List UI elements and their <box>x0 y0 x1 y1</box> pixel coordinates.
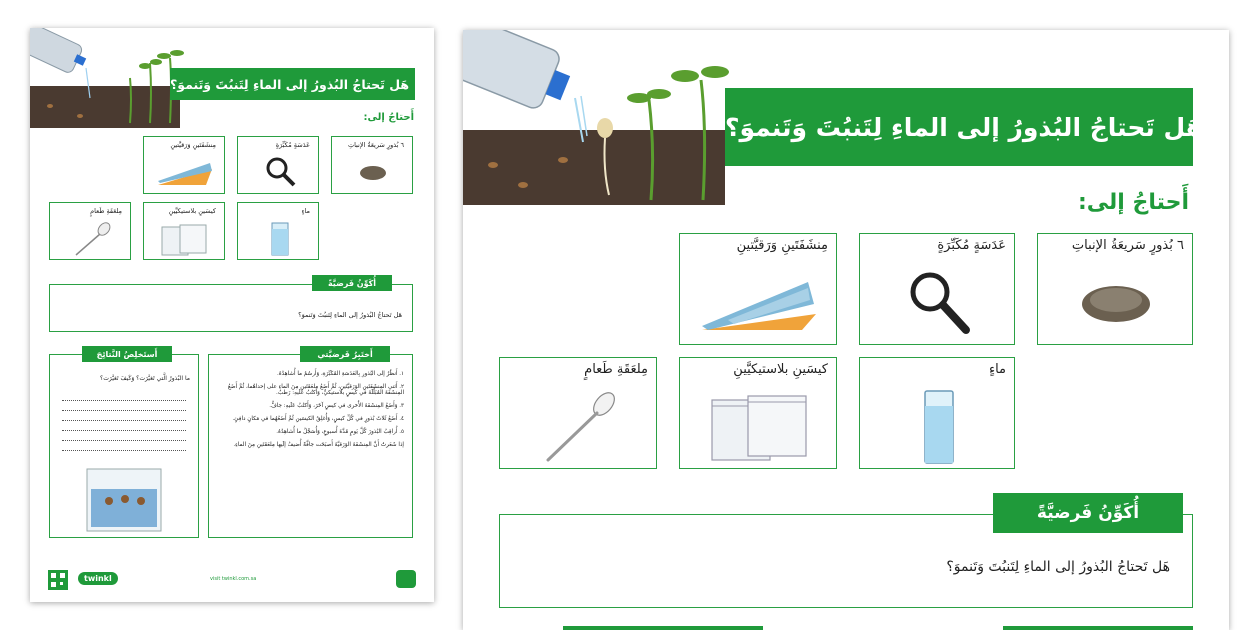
material-card-paper-towels: مِنشَفَتَينِ وَرَقيَّتينِ <box>679 233 837 345</box>
small-material-card: مِنشَفَتَينِ وَرَقيَّتينِ <box>143 136 225 194</box>
small-steps-list <box>216 371 404 448</box>
magnifying-glass-icon <box>264 155 298 189</box>
answer-line[interactable] <box>62 431 186 441</box>
footer-badge <box>396 570 416 588</box>
magnifying-glass-icon <box>906 268 972 338</box>
step-item: ٣. وَأَضَعُ المِنشَفَةَ الأُخرى في كيسٍ آخَرَ، وَأَكتُبُ عَلَيهِ: جافٌّ. <box>269 403 404 409</box>
small-material-card: مِلعَقَةِ طَعامٍ <box>49 202 131 260</box>
footer-url: visit twinkl.com.sa <box>210 576 257 582</box>
plastic-bags-icon <box>710 392 810 464</box>
bottle-icon <box>30 28 84 74</box>
water-glass-icon <box>270 221 290 257</box>
small-material-card: عَدَسَةٍ مُكَبِّرَةٍ <box>237 136 319 194</box>
answer-lines <box>62 391 186 451</box>
material-card-spoon: مِلعَقَةِ طَعامٍ <box>499 357 657 469</box>
next-tab-left <box>563 626 763 630</box>
header-illustration <box>463 30 763 205</box>
answer-line[interactable] <box>62 421 186 431</box>
answer-line[interactable] <box>62 411 186 421</box>
small-conclusion-box <box>49 354 199 538</box>
small-conclusion-question: ما البُذورُ الَّتي تَغيَّرَت؟ وَكَيفَ تَغيَّرَت؟ <box>100 375 190 382</box>
page-title-band <box>725 88 1204 166</box>
small-hypothesis-tab: أُكَوِّنُ فَرضيَّةً <box>312 275 392 291</box>
answer-line[interactable] <box>62 401 186 411</box>
small-page-title: هَل تَحتاجُ البُذورُ إلى الماءِ لِتَنبُتَ وَتَنموَ؟ <box>170 76 410 92</box>
paper-towels-icon <box>698 274 822 336</box>
small-material-card: ماءٍ <box>237 202 319 260</box>
seed-bag-illustration <box>85 467 165 533</box>
small-hypothesis-box <box>49 284 413 332</box>
page-title: هَل تَحتاجُ البُذورُ إلى الماءِ لِتَنبُتَ وَتَنموَ؟ <box>725 112 1204 142</box>
bottle-icon <box>463 30 577 117</box>
step-item: ٥. أُراقِبُ البُذورَ كُلَّ يَومٍ مُدَّةَ أُسبوعٍ، وَأُسَجِّلُ ما أُشاهِدُهُ. <box>276 429 404 435</box>
small-test-tab: أَختَبِرُ فَرضيَّتي <box>300 346 390 362</box>
worksheet-preview-large <box>463 30 1229 630</box>
material-card-magnifier: عَدَسَةٍ مُكَبِّرَةٍ <box>859 233 1015 345</box>
answer-line[interactable] <box>62 441 186 451</box>
seeds-icon <box>1078 276 1154 326</box>
small-test-box <box>208 354 413 538</box>
spoon-icon <box>72 221 112 257</box>
answer-line[interactable] <box>62 391 186 401</box>
paper-towels-icon <box>156 159 216 189</box>
next-tab-right <box>1003 626 1193 630</box>
material-card-seeds: ٦ بُذورٍ سَريعَةُ الإنباتِ <box>1037 233 1193 345</box>
qr-code-icon <box>48 570 68 590</box>
small-material-card: كيسَينِ بلاستيكيَّينِ <box>143 202 225 260</box>
plastic-bags-icon <box>160 223 210 257</box>
small-title-band <box>170 68 415 100</box>
small-hypothesis-question: هَل تَحتاجُ البُذورُ إلى الماءِ لِتَنبُتَ وَتَنموَ؟ <box>298 311 402 319</box>
step-item: إذا شَعَرتُ أَنَّ المِنشَفَةَ الوَرَقيَّةَ أَصبَحَت جافَّةً أُضيفُ إلَيها مِلعَقَتَينِ مِنَ الماءِ. <box>233 442 404 448</box>
worksheet-preview-small <box>30 28 434 602</box>
seeds-icon <box>358 159 388 181</box>
hypothesis-question: هَل تَحتاجُ البُذورُ إلى الماءِ لِتَنبُتَ وَتَنموَ؟ <box>946 559 1170 575</box>
material-card-water: ماءٍ <box>859 357 1015 469</box>
small-material-card: ٦ بُذورٍ سَريعَةُ الإنباتِ <box>331 136 413 194</box>
material-card-bags: كيسَينِ بلاستيكيَّينِ <box>679 357 837 469</box>
hypothesis-tab: أُكَوِّنُ فَرضيَّةً <box>993 493 1183 533</box>
step-item: ٤. أَضَعُ ثَلاثَ بُذورٍ في كُلِّ كيسٍ، وَأُغلِقُ الكيسَينِ ثُمَّ أَضَعُهُما في مَكانٍ دافِئٍ. <box>232 416 404 422</box>
step-item: ٢. أَثني المِنشَفَتَينِ الوَرَقيَّتَينِ، ثُمَّ أَضَعُ مِلعَقَتَينِ مِنَ الماءِ على إحداهُما، ثُمَّ أَضَعُ المِنشَفَةَ المُبَلَّلَةَ في كيسٍ بلاستيكيٍّ، وَأَكتُبُ عَلَيهِ: رَطبٌ. <box>227 384 404 396</box>
small-conclusion-tab: أَستَخلِصُ النَّتائِجَ <box>82 346 172 362</box>
twinkl-logo: twinkl <box>78 572 118 585</box>
step-item: ١. أَنظُرُ إلى البُذورِ بِالعَدَسَةِ المُكَبِّرَةِ، وَأَرسُمُ ما أُشاهِدُهُ. <box>277 371 404 377</box>
needs-heading: أَحتاجُ إلى: <box>1077 190 1189 215</box>
water-glass-icon <box>922 388 956 466</box>
small-needs-heading: أَحتاجُ إلى: <box>363 112 414 123</box>
footer <box>30 568 434 592</box>
spoon-icon <box>540 388 620 464</box>
